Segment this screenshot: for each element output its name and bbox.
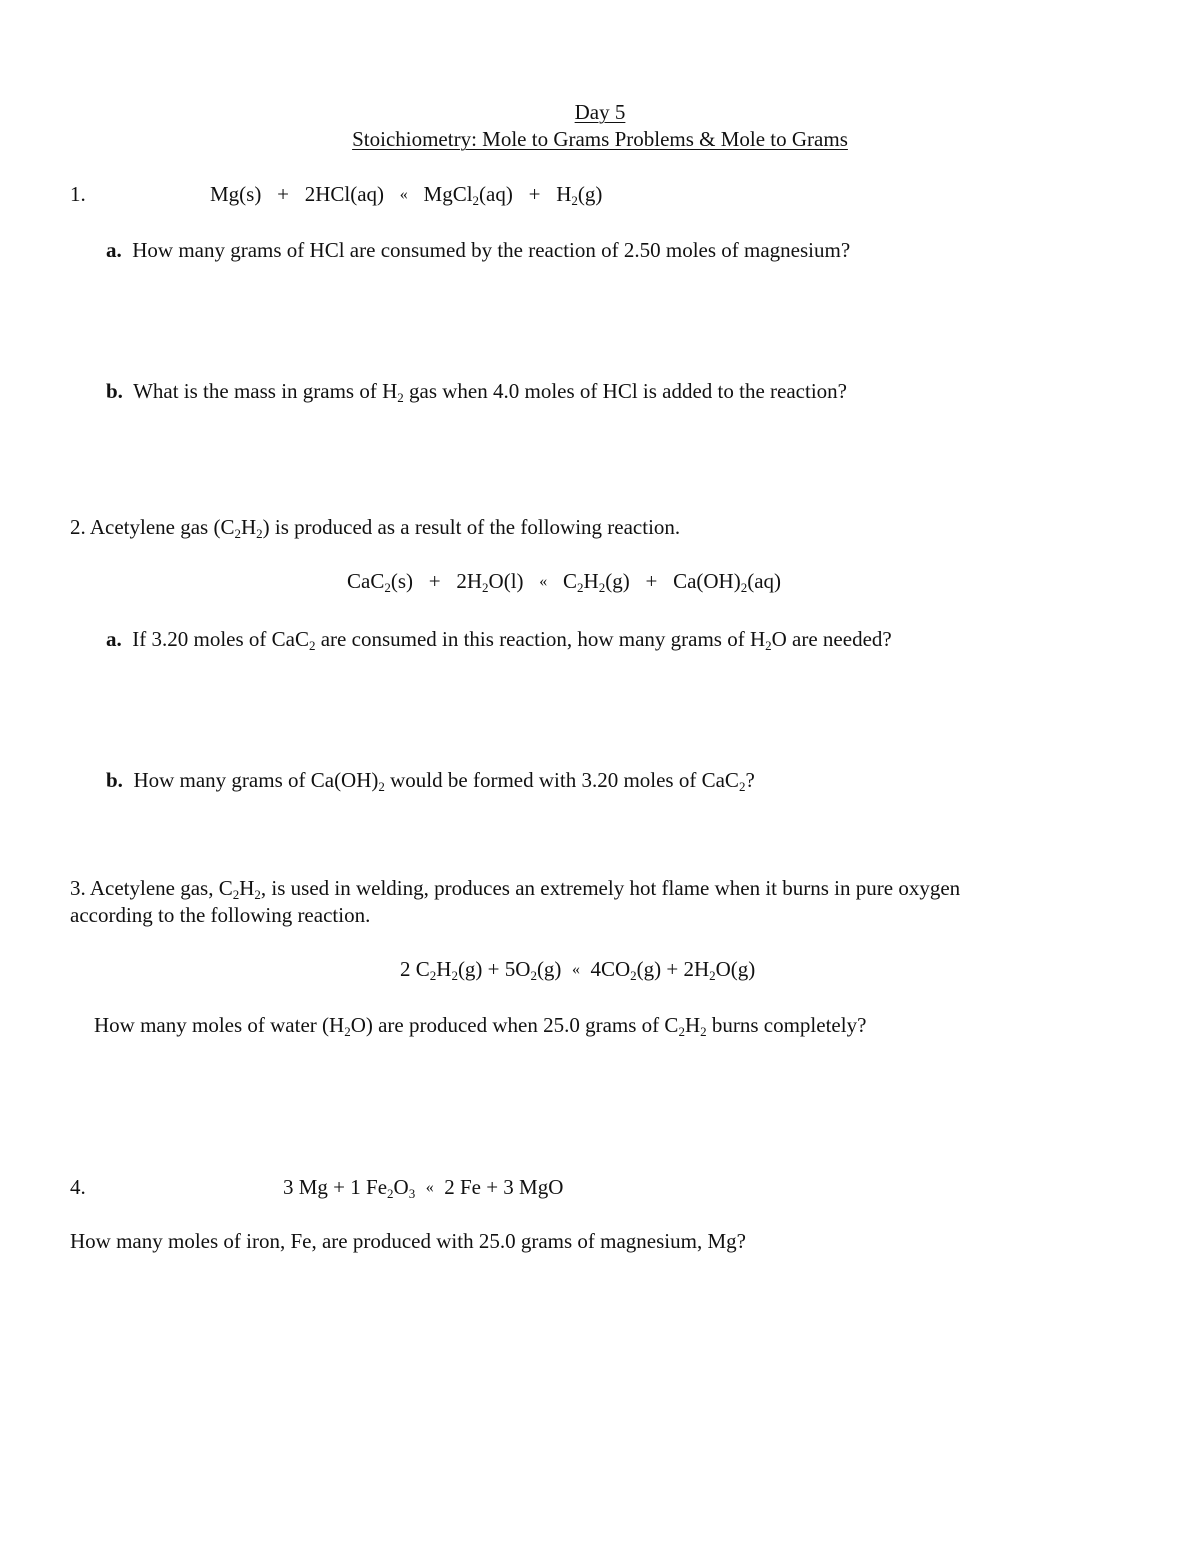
page-day: Day 5: [574, 100, 626, 124]
q2-equation: CaC$_2$(s) + $2H_2O(l)$ « $C_2H_2(g)$ + $Ca(OH)_2(aq)$: [347, 569, 782, 595]
q2b-question: b. How many grams of $Ca(OH)_2$ would be formed with 3.20 moles of CaC$_2$?: [106, 768, 755, 794]
q1b-question: b. What is the mass in grams of $H_2$ gas when 4.0 moles of HCl is added to the reaction?: [106, 379, 847, 405]
q4-equation: 3 Mg + 1 $Fe_2O_3$ « 2 Fe + 3 MgO: [283, 1175, 564, 1201]
q2-intro: 2. Acetylene gas $(C_2H_2)$ is produced as a result of the following reaction.: [70, 515, 681, 541]
q3-question: How many moles of water $(H_2O)$ are produced when 25.0 grams of $C_2H_2$ burns completely?: [94, 1013, 867, 1039]
page-title: Stoichiometry: Mole to Grams Problems & Mole to Grams: [352, 127, 848, 151]
q4-question: How many moles of iron, Fe, are produced with 25.0 grams of magnesium, Mg?: [70, 1229, 746, 1253]
q1-equation: Mg(s) + 2HCl(aq) « MgCl$_2$(aq) + $H_2(g)$: [210, 182, 603, 208]
q1a-question: a. How many grams of HCl are consumed by the reaction of 2.50 moles of magnesium?: [106, 238, 851, 262]
q1-number: 1.: [70, 182, 86, 206]
q2a-question: a. If 3.20 moles of CaC$_2$ are consumed in this reaction, how many grams of $H_2O$ are needed?: [106, 627, 892, 653]
q4-number: 4.: [70, 1175, 86, 1199]
q3-intro-line2: according to the following reaction.: [70, 903, 371, 927]
q3-equation: 2 $C_2H_2(g) + 5O_2(g)$ « $4CO_2(g) + 2H_2O(g)$: [400, 957, 756, 983]
q3-intro: 3. Acetylene gas, $C_2H_2$, is used in welding, produces an extremely hot flame when it burns in pure oxygen: [70, 876, 961, 902]
